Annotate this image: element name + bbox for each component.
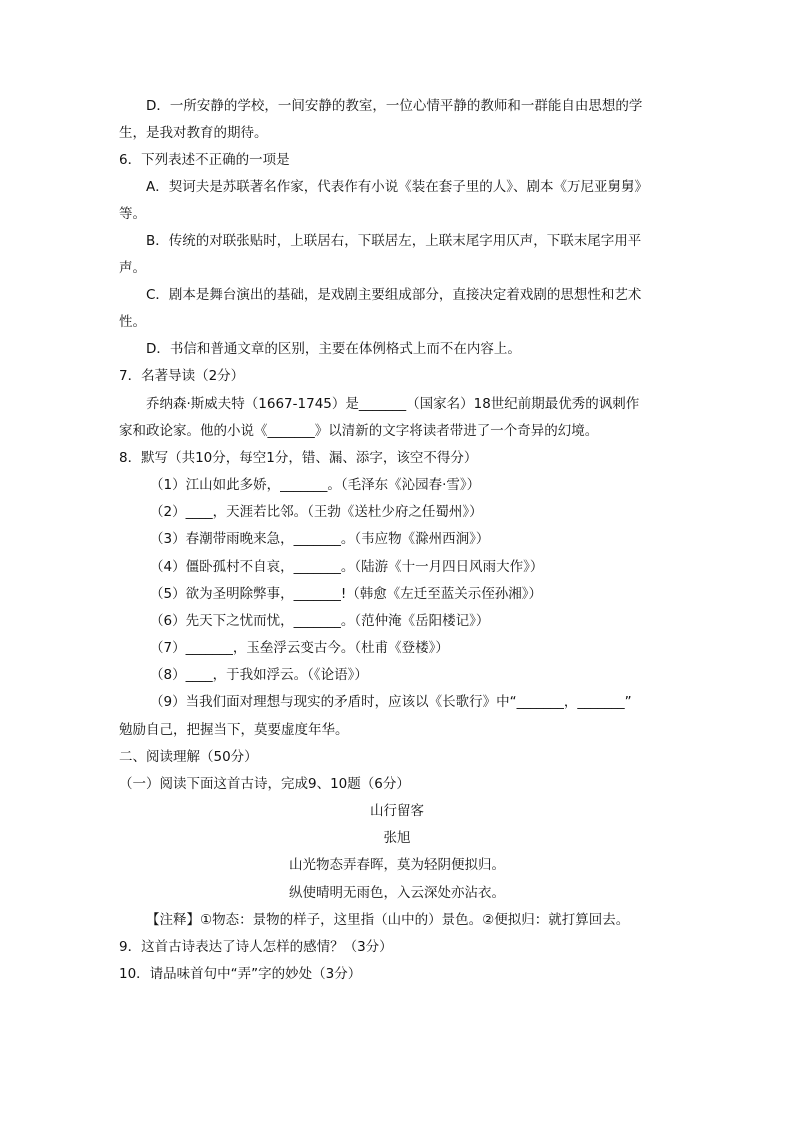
q8-item-4: （4）僵卧孤村不自哀，_______。（陆游《十一月四日风雨大作》） xyxy=(150,559,544,575)
q6-option-b-line1: B．传统的对联张贴时，上联居右，下联居左，上联末尾字用仄声，下联末尾字用平 xyxy=(146,233,642,249)
q6-option-c-line1: C．剧本是舞台演出的基础，是戏剧主要组成部分，直接决定着戏剧的思想性和艺术 xyxy=(146,287,642,303)
question-8: 8．默写（共10分，每空1分，错、漏、添字，该空不得分） xyxy=(119,450,478,466)
poem-line-1: 山光物态弄春晖，莫为轻阴便拟归。 xyxy=(289,857,505,873)
q7-text-line1: 乔纳森·斯威夫特（1667-1745）是_______（国家名）18世纪前期最优秀的讽刺作 xyxy=(146,396,640,412)
q8-item-2: （2）____，天涯若比邻。（王勃《送杜少府之任蜀州》） xyxy=(150,504,483,520)
q8-item-7: （7）_______，玉垒浮云变古今。（杜甫《登楼》） xyxy=(150,640,449,656)
q6-option-a-line2: 等。 xyxy=(119,206,146,222)
q6-option-a-line1: A．契诃夫是苏联著名作家，代表作有小说《装在套子里的人》、剧本《万尼亚舅舅》 xyxy=(146,179,648,195)
q6-option-d: D．书信和普通文章的区别，主要在体例格式上而不在内容上。 xyxy=(146,341,521,357)
option-d-line2: 生，是我对教育的期待。 xyxy=(119,125,268,141)
q8-item-6: （6）先天下之忧而忧，_______。（范仲淹《岳阳楼记》） xyxy=(150,613,490,629)
q8-item-5: （5）欲为圣明除弊事，_______!（韩愈《左迁至蓝关示侄孙湘》） xyxy=(150,586,543,602)
question-9: 9．这首古诗表达了诗人怎样的感情？（3分） xyxy=(119,939,393,955)
q8-item-9-line1: （9）当我们面对理想与现实的矛盾时，应该以《长歌行》中“_______，_______” xyxy=(150,694,632,710)
poem-notes: 【注释】①物态：景物的样子，这里指（山中的）景色。②便拟归：就打算回去。 xyxy=(146,912,630,928)
poem-author: 张旭 xyxy=(383,830,411,846)
poem-line-2: 纵使晴明无雨色，入云深处亦沾衣。 xyxy=(289,885,505,901)
option-d-line1: D．一所安静的学校，一间安静的教室，一位心情平静的教师和一群能自由思想的学 xyxy=(146,98,643,114)
q8-item-3: （3）春潮带雨晚来急，_______。（韦应物《滁州西涧》） xyxy=(150,531,490,547)
q8-item-1: （1）江山如此多娇，_______。（毛泽东《沁园春·雪》） xyxy=(150,477,481,493)
question-7: 7．名著导读（2分） xyxy=(119,368,245,384)
q6-option-c-line2: 性。 xyxy=(119,314,146,330)
q8-item-8: （8）____，于我如浮云。（《论语》） xyxy=(150,667,368,683)
q7-text-line2: 家和政论家。他的小说《_______》以清新的文字将读者带进了一个奇异的幻境。 xyxy=(119,423,599,439)
poem-title: 山行留客 xyxy=(370,803,424,819)
q6-option-b-line2: 声。 xyxy=(119,260,146,276)
subsection-heading: （一）阅读下面这首古诗，完成9、10题（6分） xyxy=(119,776,410,792)
section-heading: 二、阅读理解（50分） xyxy=(119,749,258,765)
question-6: 6．下列表述不正确的一项是 xyxy=(119,152,290,168)
question-10: 10．请品味首句中“弄”字的妙处（3分） xyxy=(119,966,362,982)
q8-item-9-line2: 勉励自己，把握当下，莫要虚度年华。 xyxy=(119,722,349,738)
